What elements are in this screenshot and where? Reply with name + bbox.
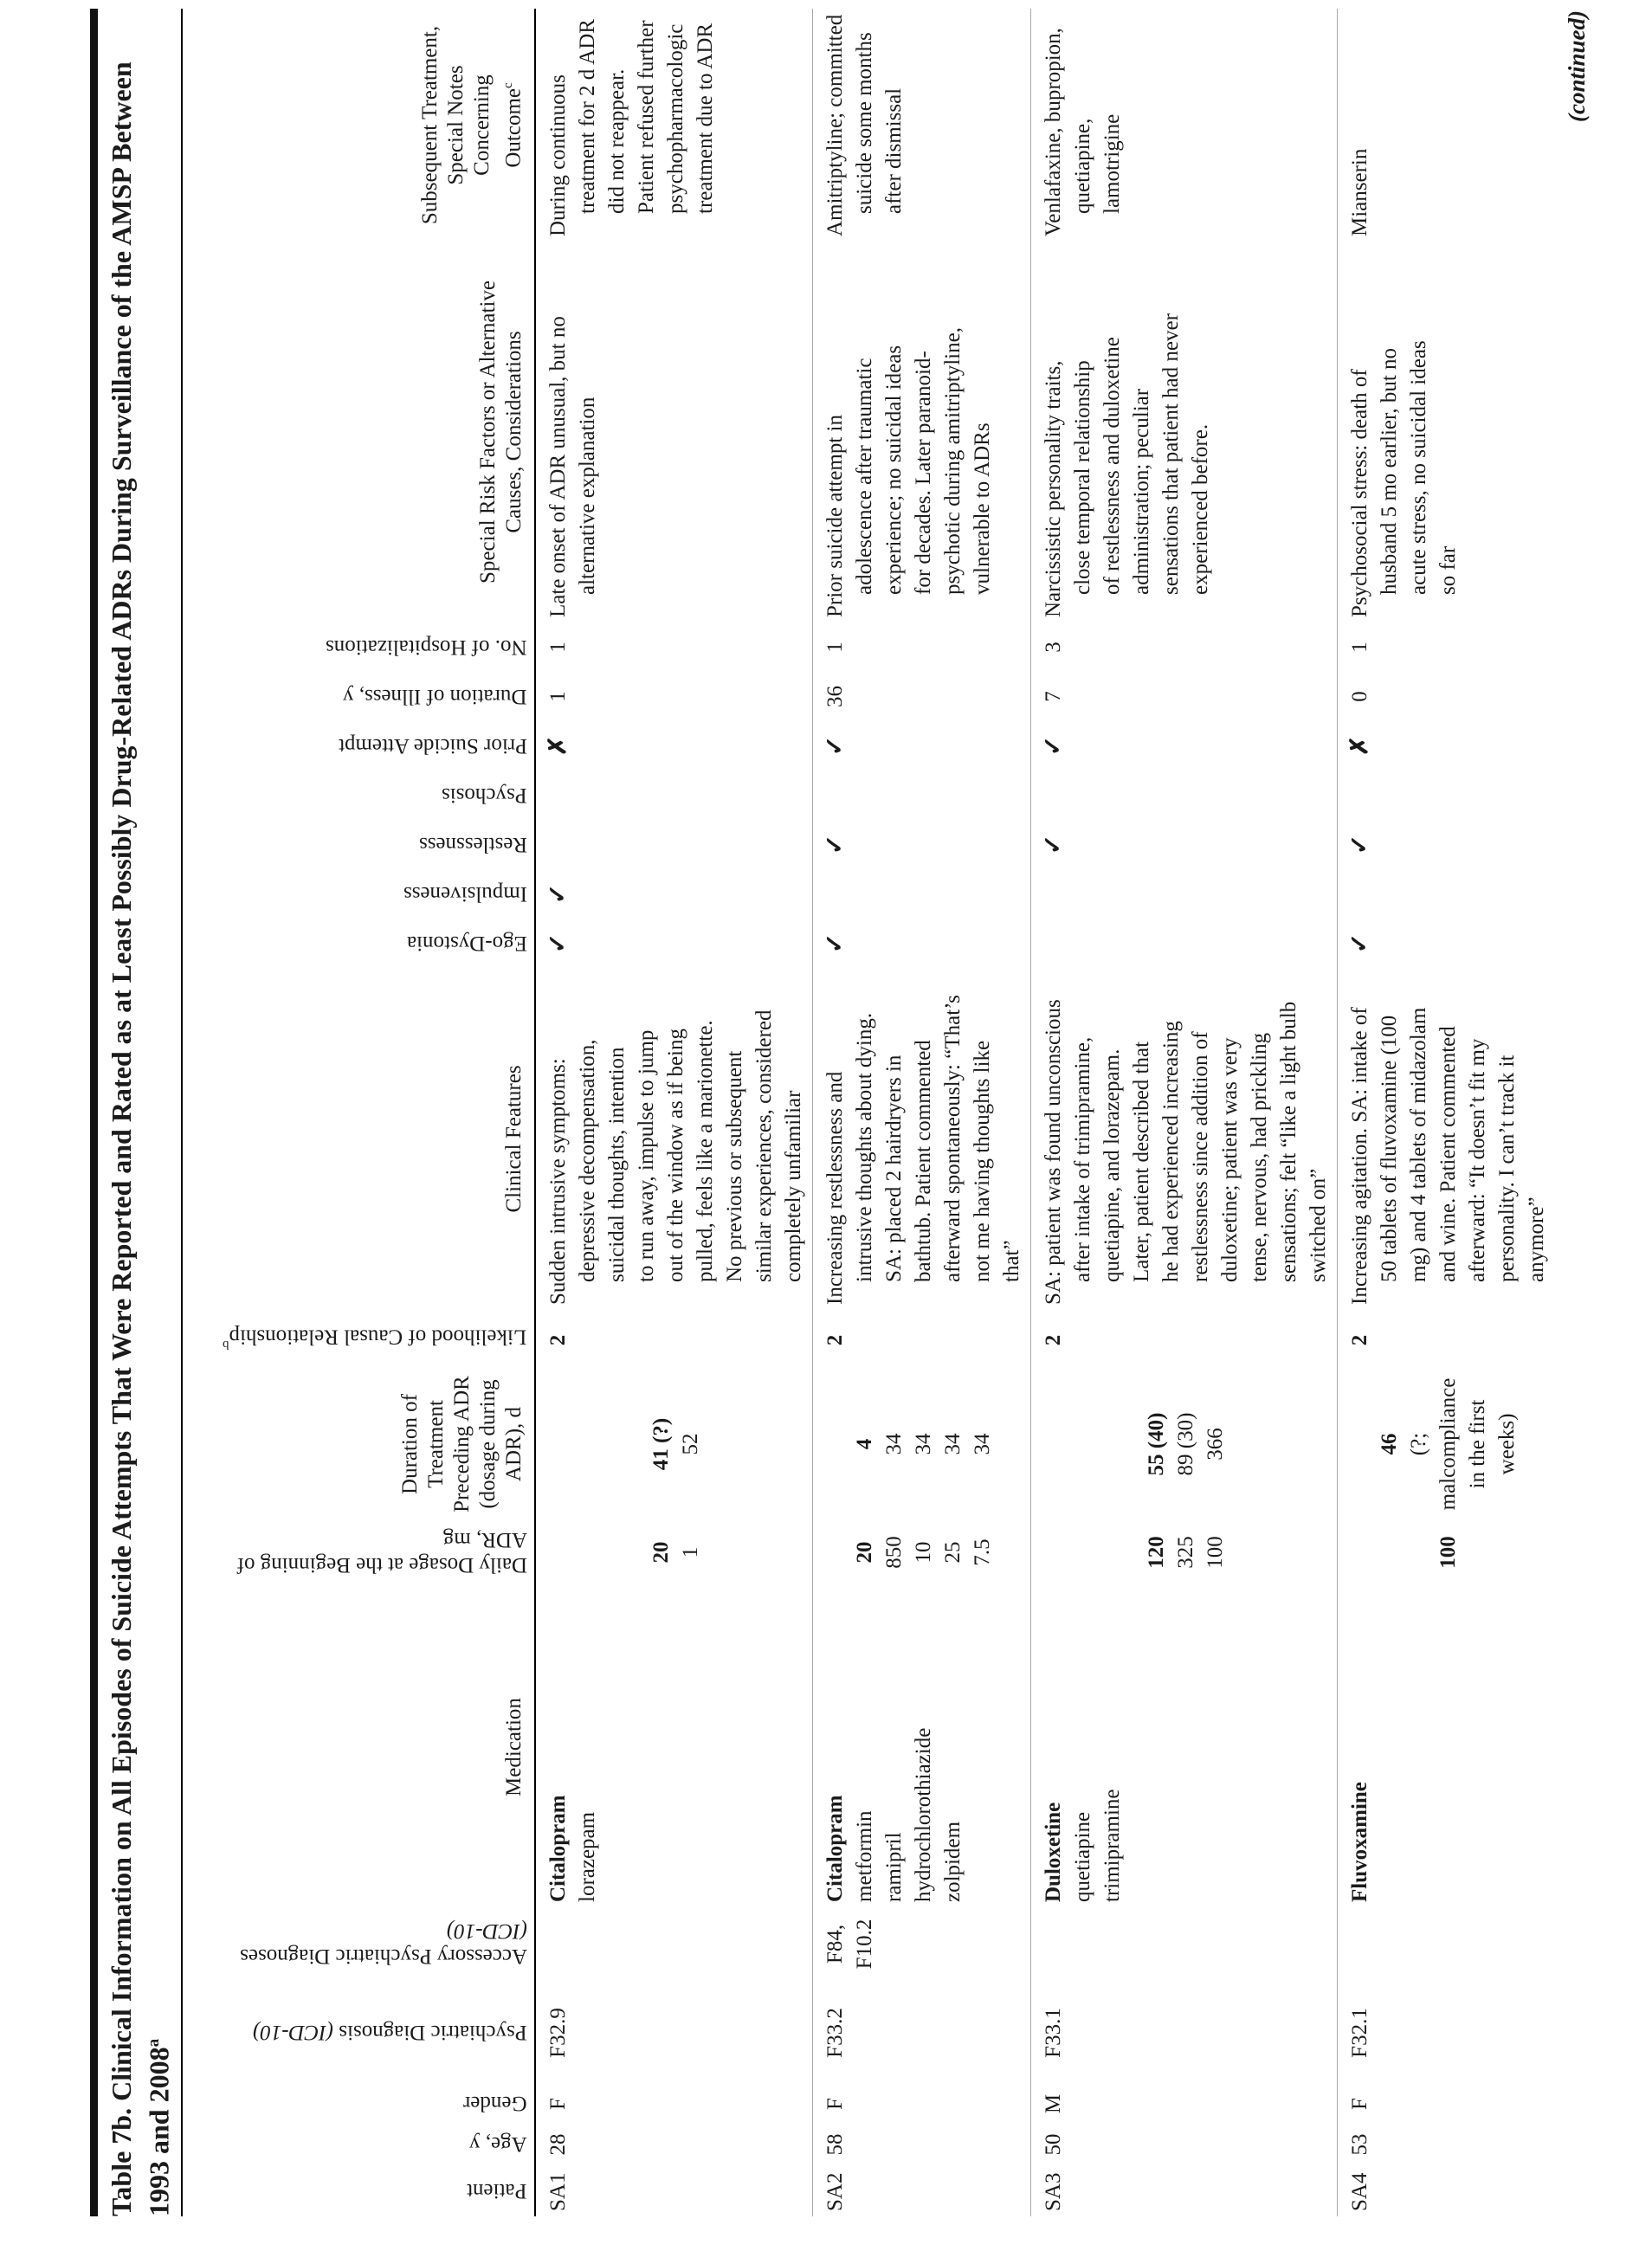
medication-line: Duloxetine bbox=[1041, 1802, 1065, 1902]
header-line: Duration of bbox=[397, 1394, 422, 1494]
outcome-line: Patient refused further bbox=[634, 20, 658, 214]
duration-line: 4 bbox=[852, 1438, 876, 1450]
patient-cell: SA3 bbox=[1030, 2166, 1337, 2216]
treatment-duration-cell bbox=[812, 1371, 1030, 1518]
clinical-line: switched on” bbox=[1306, 1168, 1330, 1282]
duration-line: 366 bbox=[1203, 1428, 1227, 1461]
outcome-header-last: Outcome$^c$ bbox=[501, 82, 526, 168]
ego-dystonia-cell: ✓ bbox=[544, 932, 571, 954]
prior-suicide-attempt-cell: ✗ bbox=[1337, 721, 1555, 771]
medication-cell bbox=[535, 1587, 813, 1907]
col-header-gender: Gender bbox=[182, 2085, 535, 2123]
treatment-duration-cell bbox=[1337, 1371, 1555, 1518]
outcome-line: Venlafaxine, bupropion, bbox=[1041, 28, 1065, 236]
psychosis-cell bbox=[1030, 771, 1337, 820]
duration-line: weeks) bbox=[1494, 1413, 1519, 1475]
col-header-prior-suicide-attempt: Prior Suicide Attempt bbox=[182, 721, 535, 771]
clinical-line: depressive decompensation, bbox=[575, 1039, 599, 1282]
risk-factors-cell bbox=[1337, 242, 1555, 622]
illness-duration-cell: 36 bbox=[812, 672, 1030, 721]
psychiatric-diagnosis-cell: F33.2 bbox=[812, 1981, 1030, 2085]
clinical-features-cell bbox=[812, 968, 1030, 1310]
prior-suicide-attempt-cell: ✓ bbox=[1030, 721, 1337, 771]
col-header-accessory-diagnoses: Accessory Psychiatric Diagnoses (ICD-10) bbox=[182, 1907, 535, 1981]
medication-line: quetiapine bbox=[1070, 1811, 1094, 1902]
treatment-duration-cell bbox=[535, 1371, 813, 1518]
clinical-line: afterward spontaneously: “That’s bbox=[940, 995, 965, 1282]
impulsiveness-cell bbox=[812, 869, 1030, 919]
clinical-line: intrusive thoughts about dying. bbox=[852, 1012, 876, 1282]
table-header bbox=[182, 9, 535, 2216]
medication-line: Citalopram bbox=[545, 1795, 570, 1902]
psychosis-cell bbox=[535, 771, 813, 820]
accessory-line: F10.2 bbox=[852, 1919, 876, 1970]
patient-cell: SA2 bbox=[812, 2166, 1030, 2216]
outcome-cell bbox=[1030, 9, 1337, 242]
duration-header-lines bbox=[397, 1374, 527, 1514]
table-row bbox=[1337, 9, 1555, 2216]
header-line: Preceding ADR bbox=[449, 1376, 474, 1512]
psychiatric-diagnosis-cell: F32.1 bbox=[1337, 1981, 1555, 2085]
header-line: Treatment bbox=[423, 1400, 448, 1488]
risk-factors-cell bbox=[535, 242, 813, 622]
outcome-line: Mianserin bbox=[1347, 148, 1371, 236]
col-header-hospitalizations: No. of Hospitalizations bbox=[182, 622, 535, 672]
col-header-risk-factors bbox=[182, 242, 535, 622]
clinical-line: personality. I can’t track it bbox=[1494, 1055, 1519, 1282]
col-header-duration-of-treatment bbox=[182, 1371, 535, 1518]
psychosis-cell bbox=[1337, 771, 1555, 820]
outcome-line: did not reappear. bbox=[604, 68, 629, 214]
outcome-cell bbox=[1337, 9, 1555, 242]
col-header-duration-of-illness: Duration of Illness, y bbox=[182, 672, 535, 721]
clinical-line: suicidal thoughts, intention bbox=[604, 1047, 629, 1282]
likelihood-cell: 2 bbox=[1337, 1310, 1555, 1371]
clinical-line: SA: placed 2 hairdryers in bbox=[881, 1055, 906, 1282]
medication-line: zolpidem bbox=[940, 1821, 965, 1902]
likelihood-cell: 2 bbox=[545, 1334, 570, 1346]
clinical-line: mg) and 4 tablets of midazolam bbox=[1406, 1007, 1430, 1282]
table-top-bar bbox=[90, 9, 98, 2216]
hospitalizations-cell: 1 bbox=[1337, 622, 1555, 672]
risk-line: experience; no suicidal ideas bbox=[881, 345, 906, 595]
risk-factors-cell bbox=[812, 242, 1030, 622]
col-header-medication: Medication bbox=[182, 1587, 535, 1907]
risk-line: close temporal relationship bbox=[1070, 360, 1094, 595]
impulsiveness-cell bbox=[1337, 869, 1555, 919]
table-row bbox=[812, 9, 1030, 2216]
table-row bbox=[535, 9, 813, 2216]
dosage-line: 7.5 bbox=[970, 1538, 994, 1566]
clinical-line: completely unfamiliar bbox=[781, 1090, 805, 1282]
duration-line: in the first bbox=[1465, 1399, 1489, 1489]
illness-duration-cell: 0 bbox=[1337, 672, 1555, 721]
clinical-line: Increasing agitation. SA: intake of bbox=[1347, 1007, 1371, 1305]
clinical-line: afterward: “It doesn’t fit my bbox=[1465, 1038, 1489, 1282]
risk-line: administration; peculiar bbox=[1129, 388, 1153, 595]
gender-cell: M bbox=[1030, 2085, 1337, 2123]
accessory-diagnoses-cell bbox=[812, 1907, 1030, 1981]
clinical-features-cell bbox=[535, 968, 813, 1310]
clinical-line: 50 tablets of fluvoxamine (100 bbox=[1377, 1015, 1401, 1282]
clinical-line: tense, nervous, had prickling bbox=[1247, 1032, 1271, 1282]
header-line: Special Risk Factors or Alternative bbox=[475, 281, 500, 584]
duration-line: 34 bbox=[970, 1433, 994, 1455]
clinical-line: that” bbox=[999, 1240, 1023, 1282]
patient-cell: SA4 bbox=[1337, 2166, 1555, 2216]
risk-line: acute stress, no suicidal ideas bbox=[1406, 340, 1430, 595]
col-header-psychiatric-diagnosis: Psychiatric Diagnosis (ICD-10) bbox=[182, 1981, 535, 2085]
title-footnote-marker: a bbox=[145, 2038, 163, 2048]
duration-line: 89 (30) bbox=[1173, 1412, 1197, 1476]
clinical-line: pulled, feels like a marionette. bbox=[693, 1020, 717, 1282]
risk-line: husband 5 mo earlier, but no bbox=[1377, 347, 1401, 595]
impulsiveness-cell: ✓ bbox=[544, 883, 571, 905]
prior-suicide-attempt-cell: ✗ bbox=[544, 735, 571, 757]
patient-cell: SA1 bbox=[545, 2172, 570, 2211]
clinical-line: Sudden intrusive symptoms: bbox=[545, 1058, 570, 1305]
col-header-likelihood: Likelihood of Causal Relationship$^b$ bbox=[182, 1310, 535, 1371]
daily-dosage-cell bbox=[535, 1518, 813, 1587]
header-line: Causes, Considerations bbox=[501, 331, 526, 533]
psychiatric-diagnosis-cell: F32.9 bbox=[545, 2008, 570, 2058]
daily-dosage-cell bbox=[1337, 1518, 1555, 1587]
risk-line: so far bbox=[1436, 545, 1460, 595]
clinical-line: anymore” bbox=[1524, 1196, 1548, 1282]
col-header-age: Age, y bbox=[182, 2123, 535, 2166]
duration-line: 52 bbox=[678, 1433, 702, 1455]
col-header-patient: Patient bbox=[182, 2166, 535, 2216]
medication-line: ramipril bbox=[881, 1832, 906, 1902]
restlessness-cell bbox=[535, 820, 813, 869]
col-header-ego-dystonia: Ego-Dystonia bbox=[182, 919, 535, 968]
risk-line: vulnerable to ADRs bbox=[970, 422, 994, 595]
medication-cell bbox=[1337, 1587, 1555, 1907]
dosage-line: 100 bbox=[1436, 1536, 1460, 1569]
restlessness-cell: ✓ bbox=[812, 820, 1030, 869]
risk-line: sensations that patient had never bbox=[1158, 313, 1183, 595]
risk-line: Late onset of ADR unusual, but no bbox=[545, 316, 570, 617]
clinical-line: to run away, impulse to jump bbox=[634, 1029, 658, 1282]
medication-cell bbox=[1030, 1587, 1337, 1907]
clinical-line: out of the window as if being bbox=[663, 1028, 687, 1282]
clinical-line: restlessness since addition of bbox=[1188, 1031, 1212, 1282]
ego-dystonia-cell: ✓ bbox=[812, 919, 1030, 968]
col-header-clinical-features: Clinical Features bbox=[182, 968, 535, 1310]
dosage-line: 100 bbox=[1203, 1536, 1227, 1569]
risk-line: for decades. Later paranoid- bbox=[911, 351, 935, 595]
duration-line: (?; malcompliance bbox=[1406, 1377, 1460, 1511]
medication-line: lorazepam bbox=[575, 1811, 599, 1902]
clinical-table bbox=[181, 9, 1555, 2216]
accessory-diagnoses-cell bbox=[1030, 1907, 1337, 1981]
prior-suicide-attempt-cell: ✓ bbox=[812, 721, 1030, 771]
dosage-line: 20 bbox=[852, 1541, 876, 1564]
header-line: Subsequent Treatment, bbox=[418, 25, 442, 225]
duration-line: 46 bbox=[1377, 1433, 1401, 1455]
hospitalizations-cell: 1 bbox=[812, 622, 1030, 672]
likelihood-cell: 2 bbox=[1030, 1310, 1337, 1371]
dosage-line: 1 bbox=[678, 1546, 702, 1558]
duration-line: 34 bbox=[940, 1433, 965, 1455]
dosage-line: 20 bbox=[649, 1541, 673, 1564]
clinical-line: bathtub. Patient commented bbox=[911, 1040, 935, 1282]
table-title-line2: 1993 and 2008$^a$ bbox=[143, 2038, 175, 2216]
table-body bbox=[535, 9, 1555, 2216]
gender-cell: F bbox=[812, 2085, 1030, 2123]
impulsiveness-cell bbox=[1030, 869, 1337, 919]
clinical-line: duloxetine; patient was very bbox=[1217, 1037, 1242, 1282]
col-header-restlessness: Restlessness bbox=[182, 820, 535, 869]
header-line: ADR), d bbox=[501, 1406, 526, 1482]
duration-line: 41 (?) bbox=[649, 1417, 673, 1471]
risk-line: Psychosocial stress: death of bbox=[1347, 369, 1371, 617]
clinical-features-cell bbox=[1030, 968, 1337, 1310]
outcome-cell bbox=[812, 9, 1030, 242]
clinical-line: quetiapine, and lorazepam. bbox=[1100, 1048, 1124, 1282]
medication-cell bbox=[812, 1587, 1030, 1907]
clinical-line: sensations; felt “like a light bulb bbox=[1276, 1001, 1300, 1282]
clinical-line: and wine. Patient commented bbox=[1436, 1026, 1460, 1282]
outcome-line: Amitriptyline; committed bbox=[823, 14, 847, 236]
duration-line: 55 (40) bbox=[1144, 1412, 1168, 1476]
table-content bbox=[90, 9, 1591, 2216]
illness-duration-cell: 7 bbox=[1030, 672, 1337, 721]
dosage-line: 25 bbox=[940, 1541, 965, 1564]
daily-dosage-cell bbox=[812, 1518, 1030, 1587]
risk-header-lines bbox=[475, 245, 527, 619]
medication-line: hydrochlorothiazide bbox=[911, 1727, 935, 1902]
table-row bbox=[1030, 9, 1337, 2216]
header-line: Special Notes Concerning bbox=[444, 65, 494, 185]
risk-line: experienced before. bbox=[1188, 423, 1212, 595]
outcome-line: treatment due to ADR bbox=[693, 23, 717, 214]
psychosis-cell bbox=[812, 771, 1030, 820]
risk-line: Narcissistic personality traits, bbox=[1041, 360, 1065, 617]
outcome-cell bbox=[535, 9, 813, 242]
dosage-line: 120 bbox=[1144, 1536, 1168, 1569]
outcome-line: after dismissal bbox=[881, 87, 906, 214]
clinical-line: Later, patient described that bbox=[1129, 1041, 1153, 1282]
outcome-line: quetiapine, lamotrigine bbox=[1070, 113, 1124, 214]
outcome-header-lines bbox=[417, 12, 495, 238]
risk-line: psychotic during amitriptyline, bbox=[940, 327, 965, 595]
clinical-line: similar experiences, considered bbox=[752, 1009, 776, 1282]
hospitalizations-cell: 3 bbox=[1030, 622, 1337, 672]
clinical-line: Increasing restlessness and bbox=[823, 1071, 847, 1305]
restlessness-cell: ✓ bbox=[1030, 820, 1337, 869]
clinical-line: No previous or subsequent bbox=[722, 1050, 746, 1282]
medication-line: trimipramine bbox=[1100, 1789, 1124, 1902]
table-title-line1: Table 7b. Clinical Information on All Episodes of Suicide Attempts That Were Reported and Rated as at Least Possibly Drug-Related ADRs During Surveillance of the AMSP Between bbox=[106, 61, 137, 2216]
outcome-line: suicide some months bbox=[852, 32, 876, 214]
risk-line: alternative explanation bbox=[575, 397, 599, 595]
duration-line: 34 bbox=[911, 1433, 935, 1455]
gender-cell: F bbox=[545, 2098, 570, 2110]
age-cell: 53 bbox=[1337, 2123, 1555, 2166]
medication-line: Fluvoxamine bbox=[1347, 1782, 1371, 1902]
outcome-line: During continuous bbox=[545, 74, 570, 236]
age-cell: 28 bbox=[545, 2133, 570, 2156]
age-cell: 50 bbox=[1030, 2123, 1337, 2166]
continued-note: (continued) bbox=[1563, 10, 1590, 123]
clinical-line: not me having thoughts like bbox=[970, 1040, 994, 1282]
risk-factors-cell bbox=[1030, 242, 1337, 622]
duration-line: 34 bbox=[881, 1433, 906, 1455]
treatment-duration-cell bbox=[1030, 1371, 1337, 1518]
table-title bbox=[105, 9, 176, 2216]
psychiatric-diagnosis-cell: F33.1 bbox=[1030, 1981, 1337, 2085]
dosage-line: 325 bbox=[1173, 1536, 1197, 1569]
col-header-daily-dosage: Daily Dosage at the Beginning of ADR, mg bbox=[182, 1518, 535, 1587]
ego-dystonia-cell: ✓ bbox=[1337, 919, 1555, 968]
col-header-impulsiveness: Impulsiveness bbox=[182, 869, 535, 919]
daily-dosage-cell bbox=[1030, 1518, 1337, 1587]
hospitalizations-cell: 1 bbox=[545, 642, 570, 653]
outcome-line: psychopharmacologic bbox=[663, 23, 687, 214]
dosage-line: 850 bbox=[881, 1536, 906, 1569]
gender-cell: F bbox=[1337, 2085, 1555, 2123]
dosage-line: 10 bbox=[911, 1541, 935, 1564]
clinical-line: he had experienced increasing bbox=[1158, 1021, 1183, 1282]
medication-line: Citalopram bbox=[823, 1795, 847, 1902]
age-cell: 58 bbox=[812, 2123, 1030, 2166]
clinical-features-cell bbox=[1337, 968, 1555, 1310]
clinical-line: after intake of trimipramine, bbox=[1070, 1036, 1094, 1282]
risk-line: of restlessness and duloxetine bbox=[1100, 337, 1124, 595]
ego-dystonia-cell bbox=[1030, 919, 1337, 968]
clinical-line: SA: patient was found unconscious bbox=[1041, 999, 1065, 1305]
outcome-line: treatment for 2 d ADR bbox=[575, 19, 599, 214]
illness-duration-cell: 1 bbox=[545, 691, 570, 702]
restlessness-cell: ✓ bbox=[1337, 820, 1555, 869]
col-header-psychosis: Psychosis bbox=[182, 771, 535, 820]
medication-line: metformin bbox=[852, 1810, 876, 1902]
accessory-line: F84, bbox=[823, 1924, 847, 1964]
likelihood-cell: 2 bbox=[812, 1310, 1030, 1371]
accessory-diagnoses-cell bbox=[535, 1907, 813, 1981]
risk-line: adolescence after traumatic bbox=[852, 358, 876, 595]
header-line: (dosage during bbox=[475, 1379, 500, 1509]
col-header-outcome bbox=[182, 9, 535, 242]
accessory-diagnoses-cell bbox=[1337, 1907, 1555, 1981]
header-row bbox=[182, 9, 535, 2216]
risk-line: Prior suicide attempt in bbox=[823, 415, 847, 617]
